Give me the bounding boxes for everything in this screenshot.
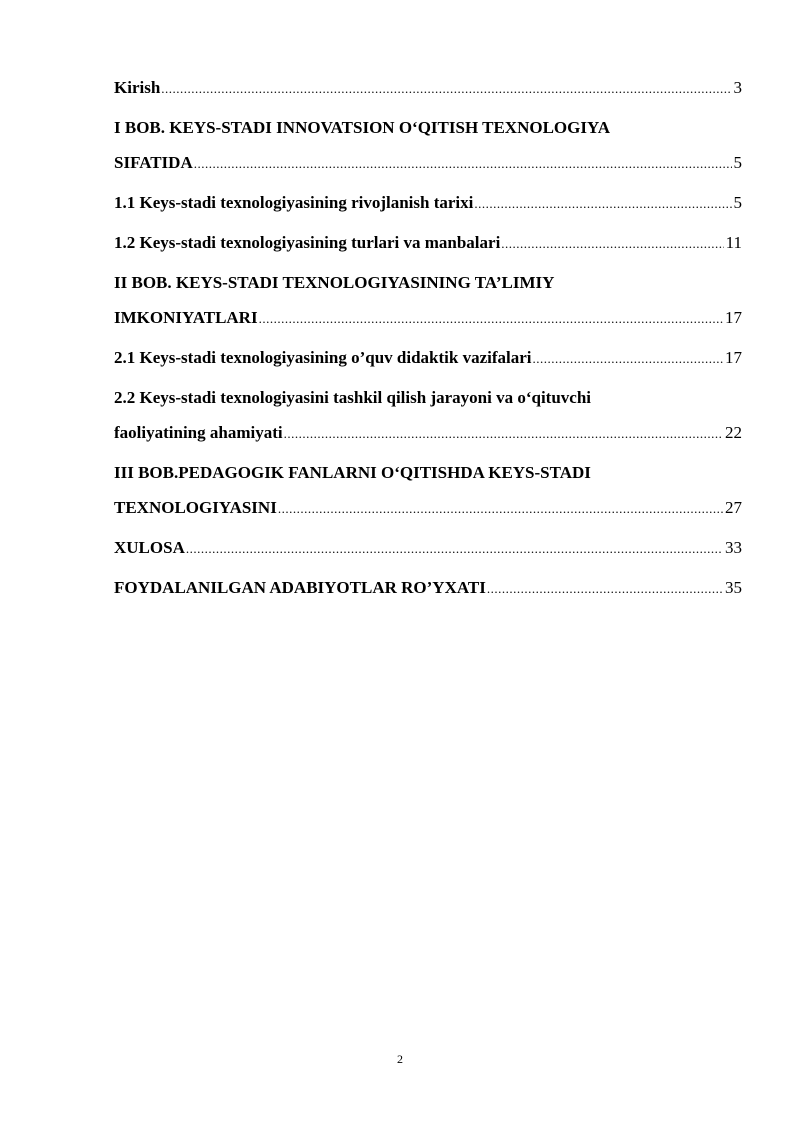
toc-leader-dots — [278, 497, 723, 521]
toc-leader-dots — [161, 77, 731, 101]
toc-entry-title: IMKONIYATLARI — [114, 308, 258, 327]
toc-entry-introduction — [114, 76, 742, 100]
toc-entry-title-line1: II BOB. KEYS-STADI TEXNOLOGIYASINING TA’LIMIY — [114, 273, 555, 292]
toc-entry-section-1-1 — [114, 191, 742, 215]
toc-page-number: 5 — [733, 193, 742, 212]
toc-entry-title: SIFATIDA — [114, 153, 193, 172]
table-of-contents — [114, 76, 742, 600]
toc-entry-section-2-2 — [114, 386, 742, 445]
toc-entry-references — [114, 576, 742, 600]
toc-leader-dots — [501, 232, 723, 256]
toc-page-number: 17 — [725, 308, 742, 327]
toc-entry-title: XULOSA — [114, 538, 185, 557]
toc-entry-title: TEXNOLOGIYASINI — [114, 498, 277, 517]
toc-entry-chapter-2 — [114, 271, 742, 330]
toc-leader-dots — [194, 152, 732, 176]
toc-entry-chapter-3 — [114, 461, 742, 520]
toc-page-number: 22 — [725, 423, 742, 442]
toc-page-number: 11 — [725, 233, 742, 252]
toc-entry-section-1-2 — [114, 231, 742, 255]
toc-entry-title: faoliyatining ahamiyati — [114, 423, 283, 442]
toc-page-number: 27 — [725, 498, 742, 517]
toc-entry-title-line1: 2.2 Keys-stadi texnologiyasini tashkil qilish jarayoni va o‘qituvchi — [114, 388, 592, 407]
toc-entry-chapter-1 — [114, 116, 742, 175]
toc-entry-title: Kirish — [114, 78, 161, 97]
toc-leader-dots — [259, 307, 723, 331]
toc-entry-title: FOYDALANILGAN ADABIYOTLAR RO’YXATI — [114, 578, 486, 597]
toc-leader-dots — [284, 422, 723, 446]
toc-page-number: 35 — [725, 578, 742, 597]
toc-page-number: 3 — [733, 78, 742, 97]
toc-leader-dots — [474, 192, 731, 216]
page-number-footer: 2 — [397, 1052, 403, 1066]
toc-entry-title-line1: I BOB. KEYS-STADI INNOVATSION O‘QITISH TEXNOLOGIYA — [114, 118, 610, 137]
toc-page-number: 17 — [725, 348, 742, 367]
toc-entry-section-2-1 — [114, 346, 742, 370]
toc-entry-title: 1.1 Keys-stadi texnologiyasining rivojlanish tarixi — [114, 193, 474, 212]
toc-entry-conclusion — [114, 536, 742, 560]
toc-entry-title: 1.2 Keys-stadi texnologiyasining turlari va manbalari — [114, 233, 501, 252]
toc-leader-dots — [533, 347, 724, 371]
toc-entry-title: 2.1 Keys-stadi texnologiyasining o’quv didaktik vazifalari — [114, 348, 532, 367]
toc-entry-title-line1: III BOB.PEDAGOGIK FANLARNI O‘QITISHDA KEYS-STADI — [114, 463, 591, 482]
toc-leader-dots — [186, 537, 723, 561]
toc-page-number: 5 — [733, 153, 742, 172]
toc-leader-dots — [487, 577, 723, 601]
toc-page-number: 33 — [725, 538, 742, 557]
